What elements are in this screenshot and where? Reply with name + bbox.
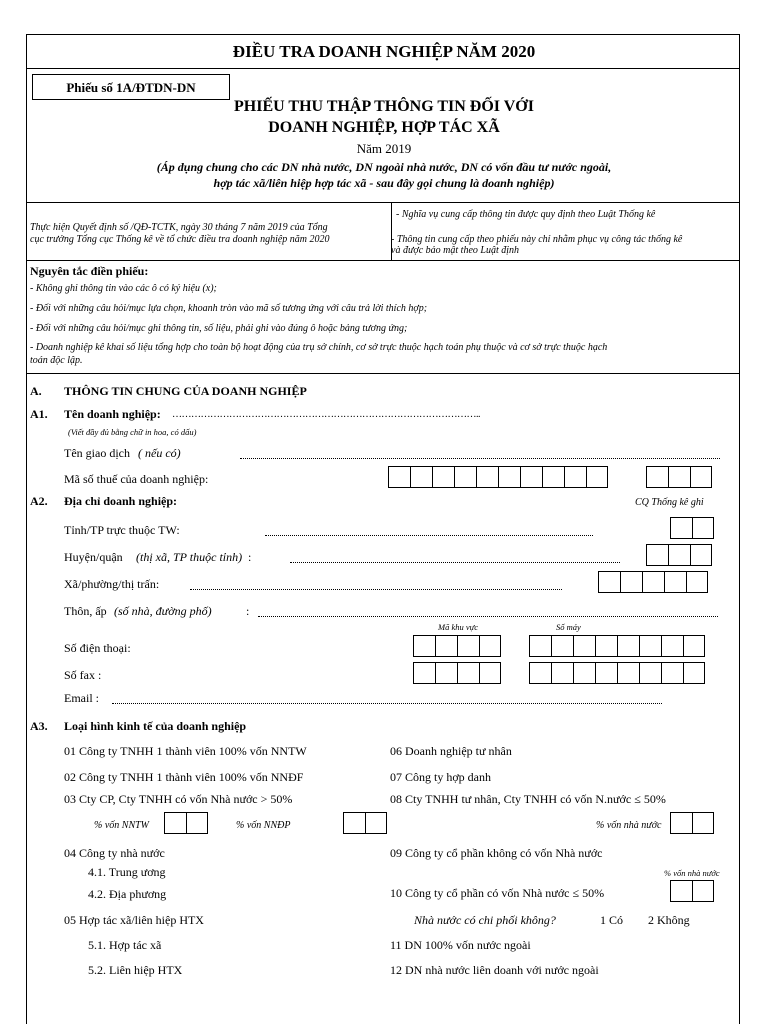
pct-nntw-boxes[interactable] (164, 812, 208, 834)
tax-code-label: Mã số thuế của doanh nghiệp: (64, 472, 209, 486)
fax-area-boxes[interactable] (413, 662, 501, 684)
input-cell[interactable] (617, 635, 639, 657)
fax-number-boxes[interactable] (529, 662, 705, 684)
input-cell[interactable] (692, 812, 714, 834)
input-cell[interactable] (413, 635, 435, 657)
control-yes[interactable]: 1 Có (600, 913, 624, 927)
applies-note-2: hợp tác xã/liên hiệp hợp tác xã - sau đây gọi chung là doanh nghiệp) (213, 176, 555, 190)
input-cell[interactable] (668, 544, 690, 566)
input-cell[interactable] (646, 544, 668, 566)
input-cell[interactable] (642, 571, 664, 593)
input-cell[interactable] (479, 662, 501, 684)
input-cell[interactable] (617, 662, 639, 684)
input-cell[interactable] (668, 466, 690, 488)
section-a-title: THÔNG TIN CHUNG CỦA DOANH NGHIỆP (64, 384, 307, 398)
province-boxes[interactable] (670, 517, 714, 539)
input-cell[interactable] (388, 466, 410, 488)
input-cell[interactable] (692, 880, 714, 902)
pct-nntw-label: % vốn NNTW (94, 820, 149, 831)
commune-input[interactable] (190, 589, 562, 590)
type-05-1[interactable]: 5.1. Hợp tác xã (88, 938, 162, 952)
section-a-code: A. (30, 384, 42, 398)
type-04-1[interactable]: 4.1. Trung ương (88, 865, 166, 879)
type-02[interactable]: 02 Công ty TNHH 1 thành viên 100% vốn NNĐF (64, 770, 304, 784)
survey-title: ĐIỀU TRA DOANH NGHIỆP NĂM 2020 (232, 42, 536, 61)
province-label: Tỉnh/TP trực thuộc TW: (64, 523, 180, 537)
input-cell[interactable] (670, 812, 692, 834)
input-cell[interactable] (670, 880, 692, 902)
input-cell[interactable] (664, 571, 686, 593)
input-cell[interactable] (476, 466, 498, 488)
hamlet-note: (số nhà, đường phố) (114, 604, 212, 618)
input-cell[interactable] (564, 466, 586, 488)
input-cell[interactable] (435, 662, 457, 684)
pct-state-10-label: % vốn nhà nước (664, 868, 720, 878)
legal-right-1: - Nghĩa vụ cung cấp thông tin được quy định theo Luật Thống kê (396, 209, 656, 220)
input-cell[interactable] (551, 662, 573, 684)
principle-4a: - Doanh nghiệp kê khai số liệu tổng hợp cho toàn bộ hoạt động của trụ sở chính, cơ sở trực thuộc hạch toán phụ thuộc và cơ sở trực thuộc hạch (30, 342, 608, 353)
input-cell[interactable] (639, 635, 661, 657)
input-cell[interactable] (457, 635, 479, 657)
commune-label: Xã/phường/thị trấn: (64, 577, 160, 591)
district-note: (thị xã, TP thuộc tỉnh) (136, 550, 243, 564)
input-cell[interactable] (186, 812, 208, 834)
divider (26, 373, 740, 374)
input-cell[interactable] (670, 517, 692, 539)
pct-state-08-boxes[interactable] (670, 812, 714, 834)
district-label: Huyện/quận (64, 550, 123, 564)
a1-code: A1. (30, 407, 48, 421)
type-08[interactable]: 08 Cty TNHH tư nhân, Cty TNHH có vốn N.nước ≤ 50% (390, 792, 666, 806)
email-label: Email : (64, 691, 99, 705)
input-cell[interactable] (164, 812, 186, 834)
input-cell[interactable] (661, 662, 683, 684)
input-cell[interactable] (573, 662, 595, 684)
divider (26, 68, 740, 69)
type-09[interactable]: 09 Công ty cổ phần không có vốn Nhà nước (390, 846, 603, 860)
input-cell[interactable] (551, 635, 573, 657)
input-cell[interactable] (573, 635, 595, 657)
control-no[interactable]: 2 Không (648, 913, 690, 927)
a2-code: A2. (30, 494, 48, 508)
type-07[interactable]: 07 Công ty hợp danh (390, 770, 492, 784)
stats-office-note: CQ Thống kê ghi (635, 497, 704, 508)
input-cell[interactable] (598, 571, 620, 593)
input-cell[interactable] (413, 662, 435, 684)
type-11[interactable]: 11 DN 100% vốn nước ngoài (390, 938, 531, 952)
input-cell[interactable] (410, 466, 432, 488)
input-cell[interactable] (683, 662, 705, 684)
input-cell[interactable] (690, 466, 712, 488)
phone-number-boxes[interactable] (529, 635, 705, 657)
a2-label: Địa chỉ doanh nghiệp: (64, 494, 178, 508)
pct-nndp-boxes[interactable] (343, 812, 387, 834)
type-04-2[interactable]: 4.2. Địa phương (88, 887, 167, 901)
hamlet-colon: : (246, 604, 250, 618)
input-cell[interactable] (498, 466, 520, 488)
input-cell[interactable] (454, 466, 476, 488)
tax-code-suffix-boxes[interactable] (646, 466, 712, 488)
type-04[interactable]: 04 Công ty nhà nước (64, 846, 165, 860)
type-10[interactable]: 10 Công ty cổ phần có vốn Nhà nước ≤ 50% (390, 886, 605, 900)
input-cell[interactable] (432, 466, 454, 488)
input-cell[interactable] (586, 466, 608, 488)
phone-area-boxes[interactable] (413, 635, 501, 657)
province-input[interactable] (265, 535, 593, 536)
divider (26, 202, 740, 203)
tax-code-boxes[interactable] (388, 466, 608, 488)
pct-nndp-label: % vốn NNĐP (236, 820, 291, 831)
type-12[interactable]: 12 DN nhà nước liên doanh với nước ngoài (390, 963, 599, 977)
principle-1: - Không ghi thông tin vào các ô có ký hiệu (x); (30, 283, 217, 294)
input-cell[interactable] (595, 635, 617, 657)
principle-4b: toán độc lập. (30, 355, 83, 366)
input-cell[interactable] (529, 635, 551, 657)
hamlet-label: Thôn, ấp (64, 604, 107, 618)
legal-left-1: Thực hiện Quyết định số /QĐ-TCTK, ngày 30 tháng 7 năm 2019 của Tổng (30, 222, 328, 233)
input-cell[interactable] (435, 635, 457, 657)
commune-boxes[interactable] (598, 571, 708, 593)
type-05[interactable]: 05 Hợp tác xã/liên hiệp HTX (64, 913, 204, 927)
legal-right-2: - Thông tin cung cấp theo phiếu này chỉ nhằm phục vụ công tác thống kê (391, 234, 683, 245)
input-cell[interactable] (692, 517, 714, 539)
type-06[interactable]: 06 Doanh nghiệp tư nhân (390, 744, 512, 758)
type-01[interactable]: 01 Công ty TNHH 1 thành viên 100% vốn NNTW (64, 744, 307, 758)
district-boxes[interactable] (646, 544, 712, 566)
principles-title: Nguyên tắc điền phiếu: (30, 264, 149, 278)
input-cell[interactable] (479, 635, 501, 657)
input-cell[interactable] (620, 571, 642, 593)
legal-left-2: cục trưởng Tổng cục Thống kê về tổ chức điều tra doanh nghiệp năm 2020 (30, 234, 330, 245)
input-cell[interactable] (683, 635, 705, 657)
pct-state-10-boxes[interactable] (670, 880, 714, 902)
number-caption: Số máy (556, 622, 581, 632)
type-03[interactable]: 03 Cty CP, Cty TNHH có vốn Nhà nước > 50% (64, 792, 293, 806)
trade-name-label: Tên giao dịch (64, 446, 130, 460)
input-cell[interactable] (365, 812, 387, 834)
input-cell[interactable] (661, 635, 683, 657)
divider (26, 260, 740, 261)
a3-code: A3. (30, 719, 48, 733)
form-title-line2: DOANH NGHIỆP, HỢP TÁC XÃ (268, 119, 500, 136)
district-input[interactable] (290, 562, 620, 563)
form-code-box: Phiếu số 1A/ĐTDN-DN (32, 74, 230, 100)
input-cell[interactable] (646, 466, 668, 488)
area-code-caption: Mã khu vực (438, 622, 479, 632)
input-cell[interactable] (686, 571, 708, 593)
a1-note: (Viết đầy đủ bằng chữ in hoa, có dấu) (68, 427, 197, 437)
district-colon: : (248, 550, 252, 564)
a1-dots[interactable]: …………………………………………………………………………………….. (172, 409, 480, 420)
input-cell[interactable] (520, 466, 542, 488)
trade-name-note: ( nếu có) (138, 446, 181, 460)
form-year: Năm 2019 (356, 141, 412, 156)
input-cell[interactable] (542, 466, 564, 488)
type-05-2[interactable]: 5.2. Liên hiệp HTX (88, 963, 183, 977)
form-title-line1: PHIẾU THU THẬP THÔNG TIN ĐỐI VỚI (234, 98, 534, 115)
input-cell[interactable] (639, 662, 661, 684)
pct-state-08-label: % vốn nhà nước (596, 820, 662, 831)
principle-3: - Đối với những câu hỏi/mục ghi thông tin, số liệu, phải ghi vào đúng ô hoặc bảng tương ứng; (30, 323, 408, 334)
applies-note-1: (Áp dụng chung cho các DN nhà nước, DN ngoài nhà nước, DN có vốn đầu tư nước ngoài, (156, 160, 612, 174)
input-cell[interactable] (457, 662, 479, 684)
input-cell[interactable] (529, 662, 551, 684)
a3-label: Loại hình kinh tế của doanh nghiệp (64, 719, 247, 733)
phone-label: Số điện thoại: (64, 641, 131, 655)
email-input[interactable] (112, 703, 662, 704)
fax-label: Số fax : (64, 668, 102, 682)
input-cell[interactable] (690, 544, 712, 566)
control-question: Nhà nước có chi phối không? (414, 913, 556, 927)
input-cell[interactable] (343, 812, 365, 834)
principle-2: - Đối với những câu hỏi/mục lựa chọn, khoanh tròn vào mã số tương ứng với câu trả lời thích hợp; (30, 303, 428, 314)
hamlet-input[interactable] (258, 616, 718, 617)
trade-name-input[interactable] (240, 458, 720, 459)
a1-label: Tên doanh nghiệp: (64, 407, 161, 421)
input-cell[interactable] (595, 662, 617, 684)
legal-right-3: và được bảo mật theo Luật định (391, 245, 520, 256)
